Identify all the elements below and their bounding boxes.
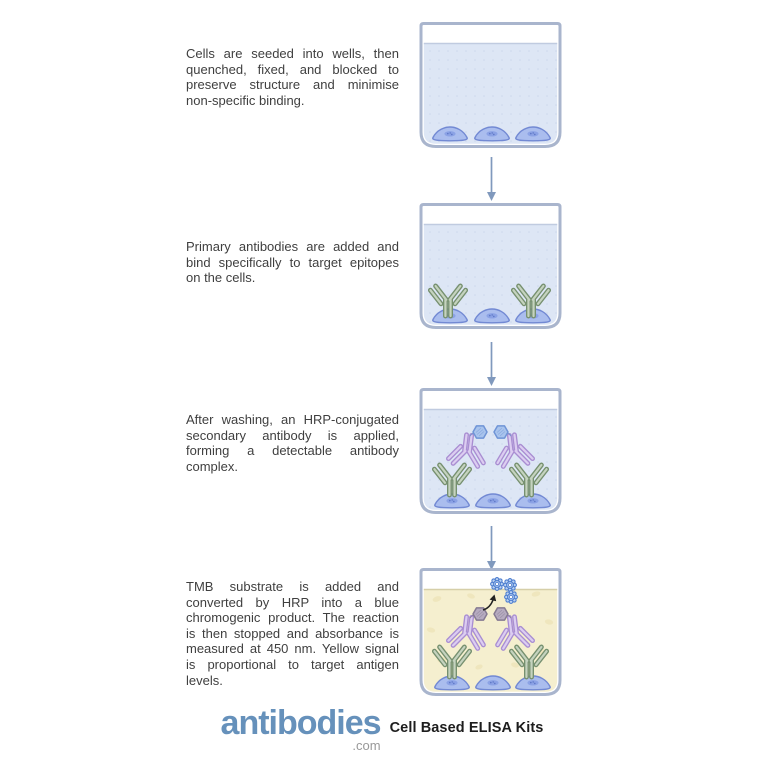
hrp-enzyme-icon [494, 608, 508, 620]
step-2-description: Primary antibodies are added and bind specifically to target epitopes on the cells. [186, 239, 399, 286]
footer [0, 706, 764, 752]
tmb-product-icon [504, 579, 517, 592]
flow-arrow-down-icon [485, 526, 498, 571]
flow-arrow-down-icon [485, 157, 498, 202]
brand-domain-suffix: .com [352, 738, 381, 753]
step-1-description: Cells are seeded into wells, then quenched, fixed, and blocked to preserve structure and minimise non-specific binding. [186, 46, 399, 108]
tmb-product-icon [491, 578, 504, 591]
antibodies-logo [221, 706, 381, 752]
tmb-product-icon [505, 591, 518, 604]
step-3-description: After washing, an HRP-conjugated secondary antibody is applied, forming a detectable antibody complex. [186, 412, 399, 474]
brand-wordmark: antibodies [220, 704, 381, 742]
flow-arrow-down-icon [485, 342, 498, 387]
hrp-enzyme-icon [473, 426, 487, 438]
well-illustration-step-1 [419, 22, 562, 148]
product-label: Cell Based ELISA Kits [389, 720, 544, 736]
well-illustration-step-4 [419, 568, 562, 696]
hrp-enzyme-icon [494, 426, 508, 438]
well-illustration-step-3 [419, 388, 562, 514]
step-4-description: TMB substrate is added and converted by HRP into a blue chromogenic product. The reaction is then stopped and absorbance is measured at 450 nm. Yellow signal is proportional to target antigen levels. [186, 579, 399, 688]
well-illustration-step-2 [419, 203, 562, 329]
